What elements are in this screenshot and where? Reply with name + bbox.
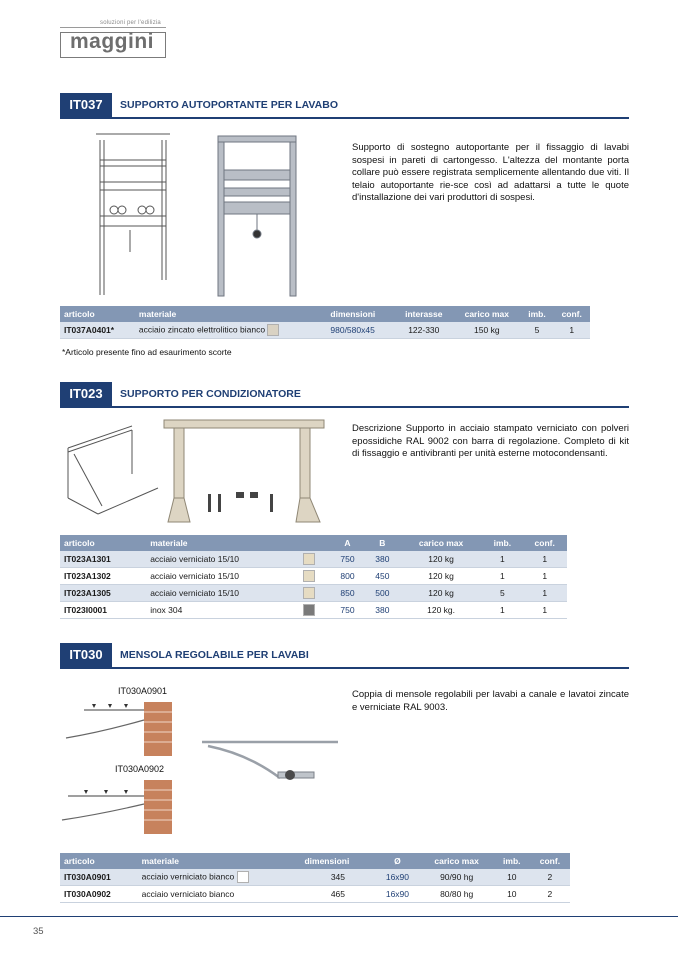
cell-carico: 90/90 hg	[420, 869, 494, 886]
cell-diametro: 16x90	[375, 869, 419, 886]
cell-carico: 150 kg	[453, 322, 521, 339]
cell-articolo: IT023A1302	[60, 568, 146, 585]
section-title: MENSOLA REGOLABILE PER LAVABI	[120, 649, 309, 661]
section-header-it037	[60, 93, 629, 119]
cell-dimensioni: 345	[300, 869, 375, 886]
col-carico: carico max	[453, 306, 521, 322]
it030-description: Coppia di mensole regolabili per lavabi a canale e lavatoi zincate e verniciate RAL 9003.	[352, 689, 629, 713]
cell-swatch	[299, 568, 330, 585]
logo-line	[60, 27, 166, 28]
cell-imb: 1	[482, 602, 522, 619]
cell-swatch	[299, 602, 330, 619]
section-code: IT030	[60, 643, 112, 667]
cell-carico: 120 kg	[400, 568, 482, 585]
cell-carico: 120 kg	[400, 585, 482, 602]
cell-carico: 120 kg.	[400, 602, 482, 619]
cell-interasse: 122-330	[395, 322, 453, 339]
cell-conf: 1	[522, 568, 567, 585]
cell-b: 380	[365, 602, 400, 619]
section-rule	[60, 667, 629, 669]
cell-carico: 80/80 hg	[420, 886, 494, 903]
image-label-it030a0901: IT030A0901	[118, 686, 168, 696]
color-swatch	[237, 871, 249, 883]
table-row	[60, 602, 567, 619]
col-a: A	[330, 535, 365, 551]
cell-a: 750	[330, 551, 365, 568]
table-row	[60, 585, 567, 602]
table-header-row	[60, 535, 567, 551]
cell-articolo: IT023A1305	[60, 585, 146, 602]
materiale-text: acciaio verniciato bianco	[141, 871, 235, 882]
table-row	[60, 869, 570, 886]
cell-dimensioni: 980/580x45	[326, 322, 394, 339]
col-carico: carico max	[400, 535, 482, 551]
it037-technical-drawing	[82, 130, 182, 300]
section-header-it023	[60, 382, 629, 408]
it030a0901-drawing	[62, 698, 176, 760]
section-title: SUPPORTO PER CONDIZIONATORE	[120, 388, 301, 400]
image-label-it030a0902: IT030A0902	[115, 764, 165, 774]
it023-description: Descrizione Supporto in acciaio stampato verniciato con polveri epossidiche RAL 9002 con barra di regolazione. Completo di kit di fissaggio e antivibranti per unità esterne motocondensanti.	[352, 423, 629, 459]
col-conf: conf.	[553, 306, 590, 322]
it023-product-photo	[160, 414, 330, 526]
cell-conf: 1	[553, 322, 590, 339]
col-imb: imb.	[521, 306, 554, 322]
section-rule	[60, 406, 629, 408]
brand-tagline: soluzioni per l'edilizia	[100, 20, 161, 26]
col-b: B	[365, 535, 400, 551]
col-articolo: articolo	[60, 535, 146, 551]
col-imb: imb.	[494, 853, 530, 869]
cell-imb: 5	[482, 585, 522, 602]
section-code: IT037	[60, 93, 112, 117]
table-row	[60, 322, 590, 339]
cell-imb: 10	[494, 886, 530, 903]
col-materiale: materiale	[138, 853, 301, 869]
cell-dimensioni: 465	[300, 886, 375, 903]
cell-articolo: IT023I0001	[60, 602, 146, 619]
col-articolo: articolo	[60, 853, 138, 869]
table-row	[60, 568, 567, 585]
cell-materiale: acciaio verniciato bianco	[138, 886, 301, 903]
table-header-row	[60, 853, 570, 869]
footer-rule	[0, 916, 678, 917]
cell-conf: 1	[522, 551, 567, 568]
cell-materiale	[138, 869, 301, 886]
table-header-row	[60, 306, 590, 322]
cell-imb: 5	[521, 322, 554, 339]
cell-b: 380	[365, 551, 400, 568]
table-row	[60, 886, 570, 903]
color-swatch	[303, 604, 315, 616]
cell-materiale: inox 304	[146, 602, 298, 619]
col-dimensioni: dimensioni	[300, 853, 375, 869]
color-swatch	[303, 587, 315, 599]
col-swatch	[299, 535, 330, 551]
it037-table	[60, 306, 590, 339]
cell-imb: 1	[482, 551, 522, 568]
materiale-text: acciaio zincato elettrolitico bianco	[138, 324, 266, 335]
col-interasse: interasse	[395, 306, 453, 322]
cell-imb: 1	[482, 568, 522, 585]
cell-a: 800	[330, 568, 365, 585]
cell-materiale: acciaio verniciato 15/10	[146, 568, 298, 585]
it030-table	[60, 853, 570, 903]
col-imb: imb.	[482, 535, 522, 551]
it037-note: *Articolo presente fino ad esaurimento scorte	[62, 347, 232, 357]
cell-imb: 10	[494, 869, 530, 886]
section-header-it030	[60, 643, 629, 669]
cell-swatch	[299, 551, 330, 568]
cell-articolo: IT023A1301	[60, 551, 146, 568]
section-rule	[60, 117, 629, 119]
brand-logo	[60, 20, 170, 62]
cell-conf: 2	[530, 869, 570, 886]
color-swatch	[303, 570, 315, 582]
cell-conf: 2	[530, 886, 570, 903]
cell-materiale	[135, 322, 327, 339]
it023-technical-drawing	[62, 418, 162, 528]
cell-diametro: 16x90	[375, 886, 419, 903]
cell-articolo: IT030A0902	[60, 886, 138, 903]
cell-a: 850	[330, 585, 365, 602]
table-row	[60, 551, 567, 568]
cell-articolo: IT030A0901	[60, 869, 138, 886]
cell-b: 450	[365, 568, 400, 585]
cell-swatch	[299, 585, 330, 602]
cell-materiale: acciaio verniciato 15/10	[146, 551, 298, 568]
col-carico: carico max	[420, 853, 494, 869]
cell-articolo: IT037A0401*	[60, 322, 135, 339]
col-articolo: articolo	[60, 306, 135, 322]
color-swatch	[303, 553, 315, 565]
col-materiale: materiale	[135, 306, 327, 322]
it030a0902-drawing	[58, 776, 176, 838]
col-conf: conf.	[522, 535, 567, 551]
col-diametro: Ø	[375, 853, 419, 869]
cell-conf: 1	[522, 585, 567, 602]
page-number: 35	[33, 926, 44, 937]
col-dimensioni: dimensioni	[326, 306, 394, 322]
cell-conf: 1	[522, 602, 567, 619]
cell-a: 750	[330, 602, 365, 619]
color-swatch	[267, 324, 279, 336]
it030-product-photo	[198, 732, 342, 790]
col-conf: conf.	[530, 853, 570, 869]
brand-name: maggini	[69, 30, 154, 53]
it023-table	[60, 535, 567, 619]
cell-materiale: acciaio verniciato 15/10	[146, 585, 298, 602]
cell-b: 500	[365, 585, 400, 602]
section-title: SUPPORTO AUTOPORTANTE PER LAVABO	[120, 99, 338, 111]
section-code: IT023	[60, 382, 112, 406]
cell-carico: 120 kg	[400, 551, 482, 568]
col-materiale: materiale	[146, 535, 298, 551]
it037-product-photo	[212, 130, 302, 300]
it037-description: Supporto di sostegno autoportante per il fissaggio di lavabi sospesi in pareti di cartongesso. L'altezza del montante porta collare può essere registrata semplicemente allentando due viti. Il telaio autoportante rie-sce così ad adattarsi a tutte le quote d'installazione dei vari produttori di sospesi.	[352, 142, 629, 203]
